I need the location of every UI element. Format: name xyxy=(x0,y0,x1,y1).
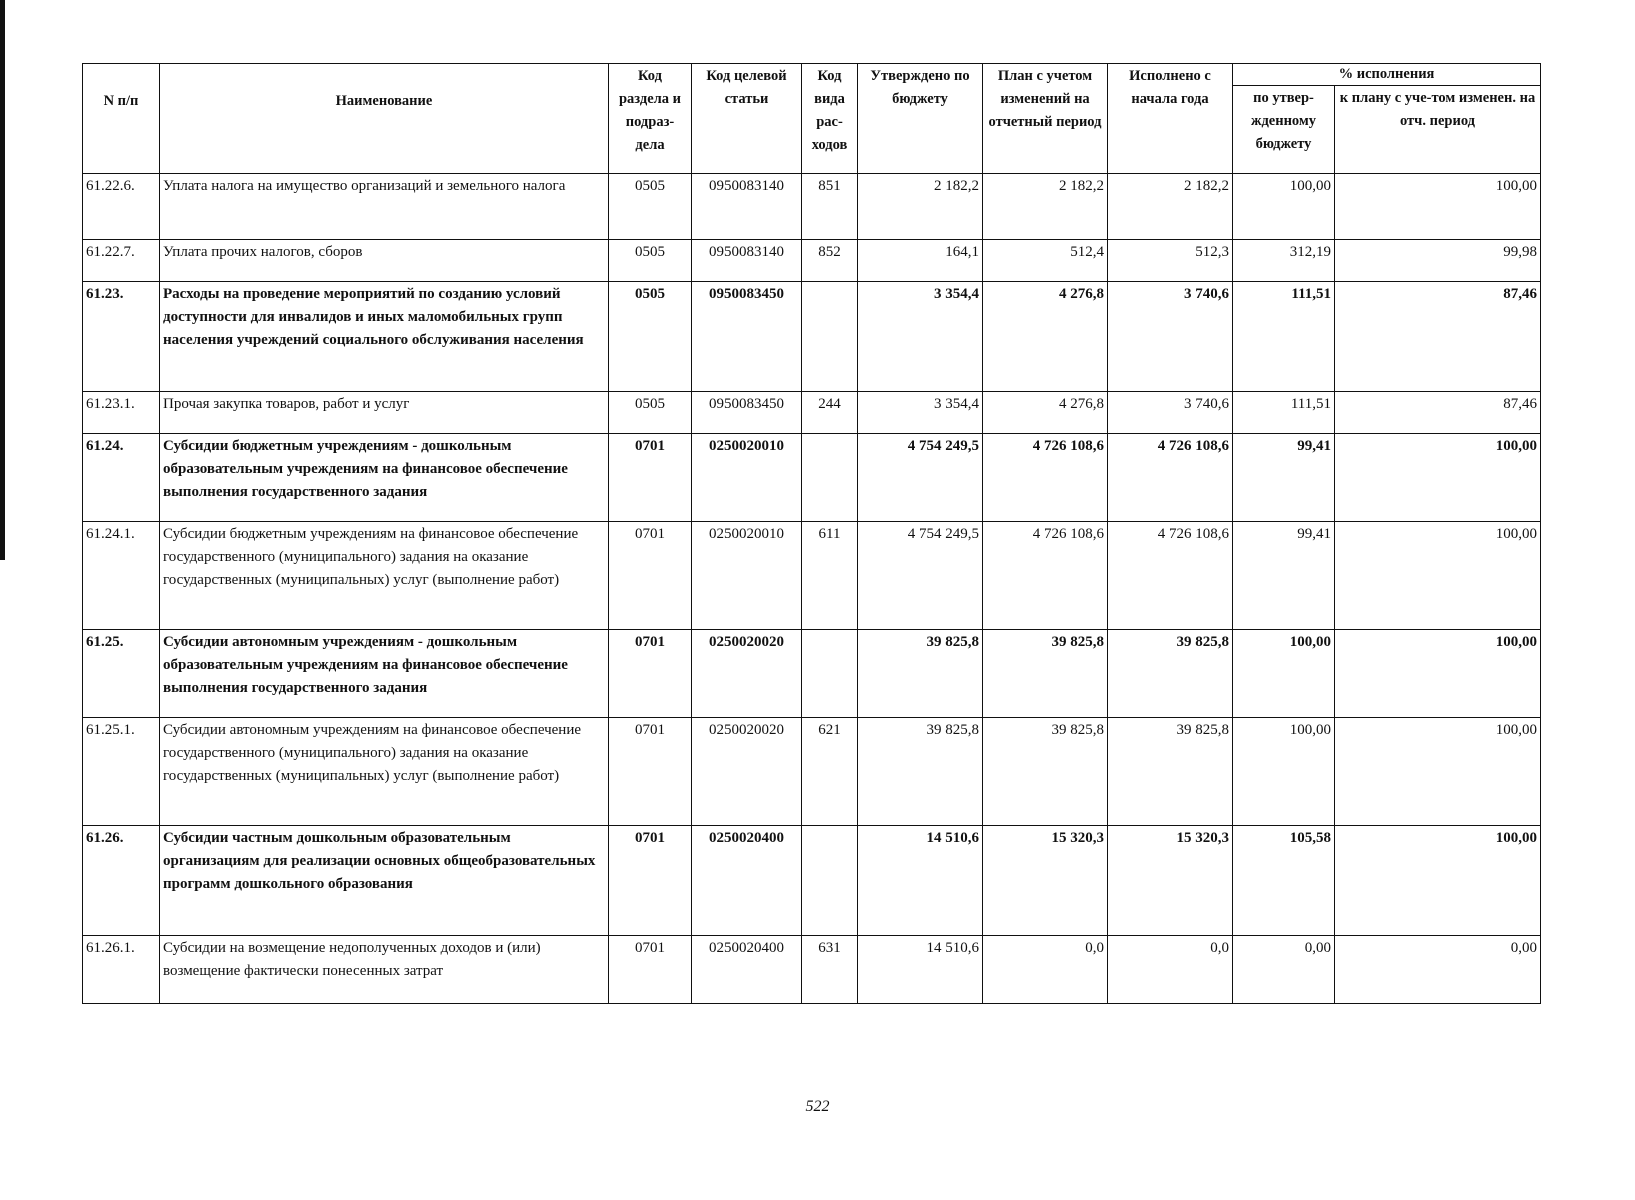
row-expense-code: 631 xyxy=(802,936,858,1004)
header-plan: План с учетом изменений на отчетный период xyxy=(983,64,1108,174)
row-plan: 512,4 xyxy=(983,240,1108,282)
row-pct-plan: 100,00 xyxy=(1335,630,1541,718)
row-target-code: 0250020400 xyxy=(692,936,802,1004)
row-pct-approved: 100,00 xyxy=(1233,718,1335,826)
budget-report-table xyxy=(82,63,1541,1004)
row-number: 61.24.1. xyxy=(83,522,160,630)
row-expense-code: 244 xyxy=(802,392,858,434)
row-expense-code: 621 xyxy=(802,718,858,826)
scan-edge xyxy=(0,0,5,560)
row-plan: 0,0 xyxy=(983,936,1108,1004)
table-body xyxy=(83,174,1541,1004)
row-section-code: 0701 xyxy=(609,434,692,522)
row-section-code: 0701 xyxy=(609,826,692,936)
row-pct-approved: 0,00 xyxy=(1233,936,1335,1004)
row-number: 61.25. xyxy=(83,630,160,718)
table-row xyxy=(83,240,1541,282)
row-target-code: 0250020010 xyxy=(692,434,802,522)
row-name: Субсидии частным дошкольным образовательным организациям для реализации основных общеобразовательных программ дошкольного образования xyxy=(160,826,609,936)
row-pct-plan: 100,00 xyxy=(1335,174,1541,240)
row-expense-code xyxy=(802,434,858,522)
row-executed: 0,0 xyxy=(1108,936,1233,1004)
row-plan: 4 726 108,6 xyxy=(983,522,1108,630)
row-approved: 3 354,4 xyxy=(858,282,983,392)
row-name: Субсидии автономным учреждениям на финансовое обеспечение государственного (муниципального) задания на оказание государственных (муниципальных) услуг (выполнение работ) xyxy=(160,718,609,826)
row-pct-plan: 99,98 xyxy=(1335,240,1541,282)
row-target-code: 0950083140 xyxy=(692,240,802,282)
row-section-code: 0701 xyxy=(609,718,692,826)
row-name: Уплата налога на имущество организаций и земельного налога xyxy=(160,174,609,240)
row-target-code: 0250020020 xyxy=(692,630,802,718)
row-name: Субсидии бюджетным учреждениям - дошкольным образовательным учреждениям на финансовое обеспечение выполнения государственного задания xyxy=(160,434,609,522)
row-expense-code xyxy=(802,826,858,936)
row-section-code: 0505 xyxy=(609,392,692,434)
table-row xyxy=(83,936,1541,1004)
header-pct-approved: по утвер-жденному бюджету xyxy=(1233,86,1335,174)
row-target-code: 0250020020 xyxy=(692,718,802,826)
table-row xyxy=(83,434,1541,522)
row-name: Расходы на проведение мероприятий по созданию условий доступности для инвалидов и иных маломобильных групп населения учреждений социального обслуживания населения xyxy=(160,282,609,392)
row-plan: 4 726 108,6 xyxy=(983,434,1108,522)
header-name: Наименование xyxy=(160,64,609,174)
row-executed: 39 825,8 xyxy=(1108,718,1233,826)
row-plan: 39 825,8 xyxy=(983,630,1108,718)
row-name: Субсидии на возмещение недополученных доходов и (или) возмещение фактически понесенных затрат xyxy=(160,936,609,1004)
row-approved: 14 510,6 xyxy=(858,826,983,936)
row-pct-plan: 0,00 xyxy=(1335,936,1541,1004)
row-plan: 4 276,8 xyxy=(983,282,1108,392)
table-row xyxy=(83,282,1541,392)
row-section-code: 0505 xyxy=(609,174,692,240)
row-pct-plan: 87,46 xyxy=(1335,392,1541,434)
row-approved: 2 182,2 xyxy=(858,174,983,240)
header-executed: Исполнено с начала года xyxy=(1108,64,1233,174)
row-target-code: 0950083140 xyxy=(692,174,802,240)
row-section-code: 0701 xyxy=(609,522,692,630)
row-pct-plan: 87,46 xyxy=(1335,282,1541,392)
row-name: Прочая закупка товаров, работ и услуг xyxy=(160,392,609,434)
row-approved: 4 754 249,5 xyxy=(858,522,983,630)
header-num: N п/п xyxy=(83,64,160,174)
row-approved: 39 825,8 xyxy=(858,630,983,718)
row-pct-approved: 99,41 xyxy=(1233,522,1335,630)
table-header-row xyxy=(83,64,1541,86)
row-number: 61.26. xyxy=(83,826,160,936)
row-target-code: 0950083450 xyxy=(692,282,802,392)
row-number: 61.25.1. xyxy=(83,718,160,826)
row-pct-approved: 99,41 xyxy=(1233,434,1335,522)
row-expense-code xyxy=(802,630,858,718)
header-pct-plan: к плану с уче-том изменен. на отч. период xyxy=(1335,86,1541,174)
row-executed: 39 825,8 xyxy=(1108,630,1233,718)
row-executed: 4 726 108,6 xyxy=(1108,522,1233,630)
row-number: 61.22.7. xyxy=(83,240,160,282)
row-executed: 3 740,6 xyxy=(1108,282,1233,392)
row-pct-approved: 105,58 xyxy=(1233,826,1335,936)
row-executed: 4 726 108,6 xyxy=(1108,434,1233,522)
row-name: Уплата прочих налогов, сборов xyxy=(160,240,609,282)
row-target-code: 0250020400 xyxy=(692,826,802,936)
row-plan: 4 276,8 xyxy=(983,392,1108,434)
table-row xyxy=(83,392,1541,434)
row-executed: 15 320,3 xyxy=(1108,826,1233,936)
table-row xyxy=(83,522,1541,630)
row-expense-code: 611 xyxy=(802,522,858,630)
row-name: Субсидии автономным учреждениям - дошкольным образовательным учреждениям на финансовое обеспечение выполнения государственного задания xyxy=(160,630,609,718)
row-section-code: 0505 xyxy=(609,240,692,282)
row-approved: 164,1 xyxy=(858,240,983,282)
table-row xyxy=(83,630,1541,718)
row-executed: 2 182,2 xyxy=(1108,174,1233,240)
row-expense-code: 852 xyxy=(802,240,858,282)
row-pct-approved: 111,51 xyxy=(1233,392,1335,434)
row-approved: 3 354,4 xyxy=(858,392,983,434)
page-number: 522 xyxy=(805,1098,830,1115)
row-approved: 4 754 249,5 xyxy=(858,434,983,522)
row-executed: 512,3 xyxy=(1108,240,1233,282)
row-pct-plan: 100,00 xyxy=(1335,522,1541,630)
table-row xyxy=(83,826,1541,936)
row-section-code: 0505 xyxy=(609,282,692,392)
row-number: 61.23. xyxy=(83,282,160,392)
header-pct-group: % исполнения xyxy=(1233,64,1541,86)
row-name: Субсидии бюджетным учреждениям на финансовое обеспечение государственного (муниципального) задания на оказание государственных (муниципальных) услуг (выполнение работ) xyxy=(160,522,609,630)
row-number: 61.26.1. xyxy=(83,936,160,1004)
row-pct-approved: 100,00 xyxy=(1233,174,1335,240)
row-expense-code: 851 xyxy=(802,174,858,240)
row-plan: 39 825,8 xyxy=(983,718,1108,826)
row-plan: 15 320,3 xyxy=(983,826,1108,936)
row-pct-plan: 100,00 xyxy=(1335,434,1541,522)
row-executed: 3 740,6 xyxy=(1108,392,1233,434)
row-plan: 2 182,2 xyxy=(983,174,1108,240)
row-approved: 14 510,6 xyxy=(858,936,983,1004)
row-pct-plan: 100,00 xyxy=(1335,718,1541,826)
row-pct-plan: 100,00 xyxy=(1335,826,1541,936)
header-target-code: Код целевой статьи xyxy=(692,64,802,174)
row-number: 61.22.6. xyxy=(83,174,160,240)
table-row xyxy=(83,718,1541,826)
row-pct-approved: 312,19 xyxy=(1233,240,1335,282)
header-expense-code: Код вида рас-ходов xyxy=(802,64,858,174)
row-expense-code xyxy=(802,282,858,392)
row-pct-approved: 100,00 xyxy=(1233,630,1335,718)
header-approved: Утверждено по бюджету xyxy=(858,64,983,174)
row-target-code: 0950083450 xyxy=(692,392,802,434)
row-approved: 39 825,8 xyxy=(858,718,983,826)
row-number: 61.23.1. xyxy=(83,392,160,434)
table-row xyxy=(83,174,1541,240)
row-number: 61.24. xyxy=(83,434,160,522)
row-target-code: 0250020010 xyxy=(692,522,802,630)
header-section-code: Код раздела и подраз-дела xyxy=(609,64,692,174)
row-section-code: 0701 xyxy=(609,630,692,718)
row-section-code: 0701 xyxy=(609,936,692,1004)
row-pct-approved: 111,51 xyxy=(1233,282,1335,392)
